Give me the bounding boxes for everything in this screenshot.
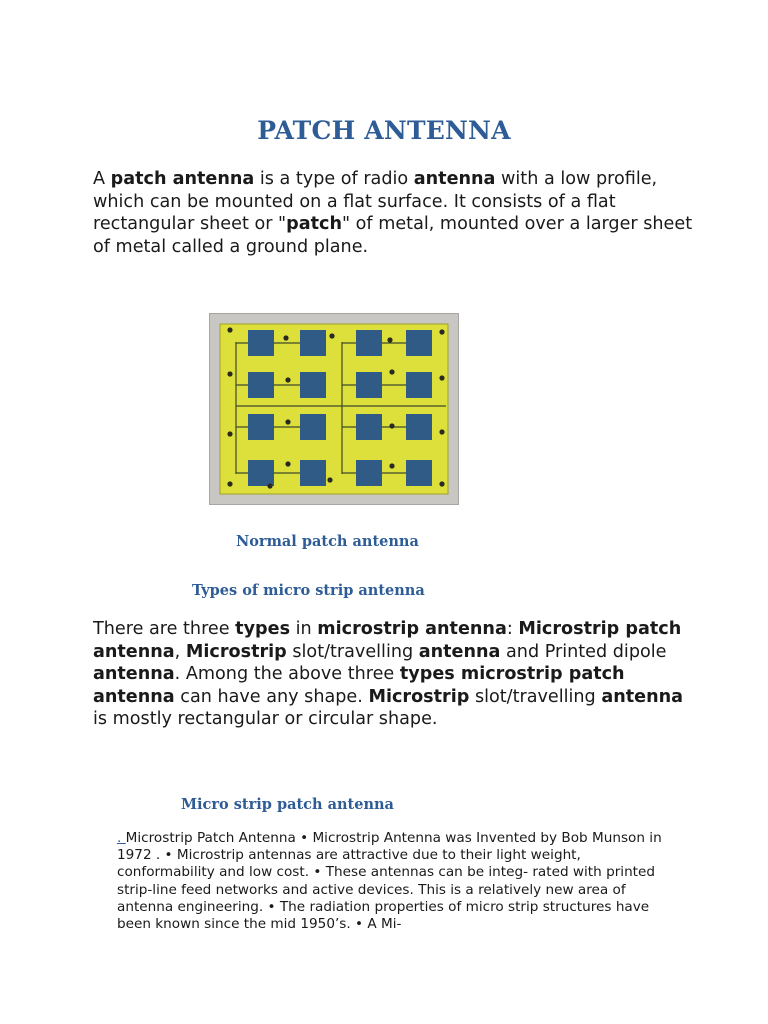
link-marker[interactable]: . [117,830,126,846]
mounting-hole [329,333,334,338]
mounting-hole [285,461,290,466]
patch-element [248,460,274,486]
mounting-hole [227,327,232,332]
mounting-hole [267,483,272,488]
mounting-hole [439,375,444,380]
mounting-hole [327,477,332,482]
mounting-hole [227,481,232,486]
mounting-hole [283,335,288,340]
patch-antenna-photo [210,314,458,504]
patch-element [406,460,432,486]
patch-element [300,372,326,398]
patch-element [356,330,382,356]
patch-element [406,330,432,356]
micro-strip-paragraph: . Microstrip Patch Antenna • Microstrip Antenna was Invented by Bob Munson in 1972 . • Microstrip antennas are attractive due to their light weight, conformability and low cost. • These antennas can be integ- rated with printed strip-line feed networks and active devices. This is a relatively new area of antenna engineering. • The radiation properties of micro strip structures have been known since the mid 1950’s. • A Mi- [117,830,662,933]
mounting-hole [227,371,232,376]
mounting-hole [227,431,232,436]
mounting-hole [439,429,444,434]
micro-strip-heading: Micro strip patch antenna [181,796,394,813]
patch-element [356,414,382,440]
patch-element [300,414,326,440]
patch-element [300,330,326,356]
mounting-hole [285,419,290,424]
patch-element [300,460,326,486]
mounting-hole [389,463,394,468]
patch-antenna-array-image [210,314,458,504]
patch-element [406,372,432,398]
patch-element [248,372,274,398]
mounting-hole [387,337,392,342]
patch-element [406,414,432,440]
patch-element [248,330,274,356]
mounting-hole [439,329,444,334]
intro-paragraph: A patch antenna is a type of radio antenna with a low profile, which can be mounted on a flat surface. It consists of a flat rectangular sheet or "patch" of metal, mounted over a larger sheet of metal called a ground plane. [93,169,693,257]
types-heading: Types of micro strip antenna [192,582,425,599]
patch-element [248,414,274,440]
image-caption: Normal patch antenna [236,533,419,550]
mounting-hole [439,481,444,486]
mounting-hole [285,377,290,382]
patch-element [356,460,382,486]
types-paragraph: There are three types in microstrip antenna: Microstrip patch antenna, Microstrip slot/travelling antenna and Printed dipole antenna. Among the above three types microstrip patch antenna can have any shape. Microstrip slot/travelling antenna is mostly rectangular or circular shape. [93,619,683,729]
mounting-hole [389,423,394,428]
mounting-hole [389,369,394,374]
page-title: PATCH ANTENNA [257,116,511,145]
patch-element [356,372,382,398]
